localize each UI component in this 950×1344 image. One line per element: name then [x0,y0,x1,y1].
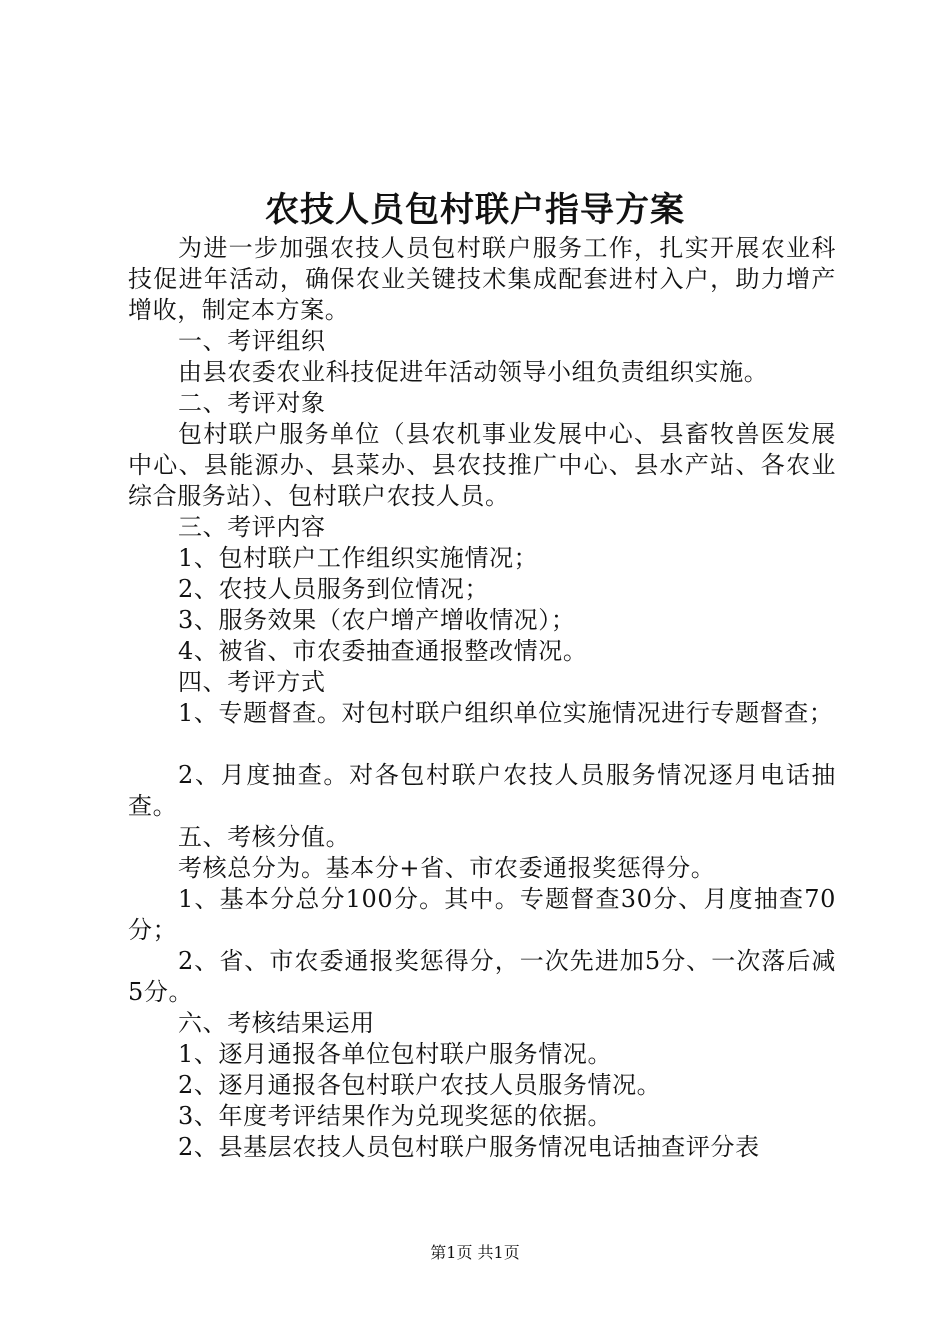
intro-paragraph: 为进一步加强农技人员包村联户服务工作，扎实开展农业科技促进年活动，确保农业关键技术集成配套进村入户，助力增产增收，制定本方案。 [128,234,836,324]
section-heading: 五、考核分值。 [178,823,351,851]
page-footer: 第1页 共1页 [430,1243,520,1262]
list-item: 1、包村联户工作组织实施情况； [178,544,539,572]
list-item: 4、被省、市农委抽查通报整改情况。 [178,637,588,665]
list-item: 1、专题督查。对包村联户组织单位实施情况进行专题督查； [178,699,834,727]
paragraph: 由县农委农业科技促进年活动领导小组负责组织实施。 [178,358,769,386]
paragraph: 包村联户服务单位（县农机事业发展中心、县畜牧兽医发展中心、县能源办、县菜办、县农技推广中心、县水产站、各农业综合服务站）、包村联户农技人员。 [128,420,836,510]
section-heading: 六、考核结果运用 [178,1009,375,1037]
list-item: 3、服务效果（农户增产增收情况）； [178,606,576,634]
section-heading: 三、考评内容 [178,513,326,541]
list-item: 2、县基层农技人员包村联户服务情况电话抽查评分表 [178,1133,760,1161]
list-item: 2、月度抽查。对各包村联户农技人员服务情况逐月电话抽查。 [128,761,836,820]
section-heading: 二、考评对象 [178,389,326,417]
list-item: 2、农技人员服务到位情况； [178,575,490,603]
section-heading: 一、考评组织 [178,327,326,355]
list-item: 1、逐月通报各单位包村联户服务情况。 [178,1040,613,1068]
document-body [128,233,836,1163]
list-item: 2、省、市农委通报奖惩得分，一次先进加5分、一次落后减5分。 [128,947,836,1006]
paragraph: 考核总分为。基本分+省、市农委通报奖惩得分。 [178,854,716,882]
list-item: 2、逐月通报各包村联户农技人员服务情况。 [178,1071,662,1099]
document-title: 农技人员包村联户指导方案 [265,190,685,230]
list-item: 3、年度考评结果作为兑现奖惩的依据。 [178,1102,613,1130]
list-item: 1、基本分总分100分。其中。专题督查30分、月度抽查70分； [128,885,836,944]
section-heading: 四、考评方式 [178,668,326,696]
